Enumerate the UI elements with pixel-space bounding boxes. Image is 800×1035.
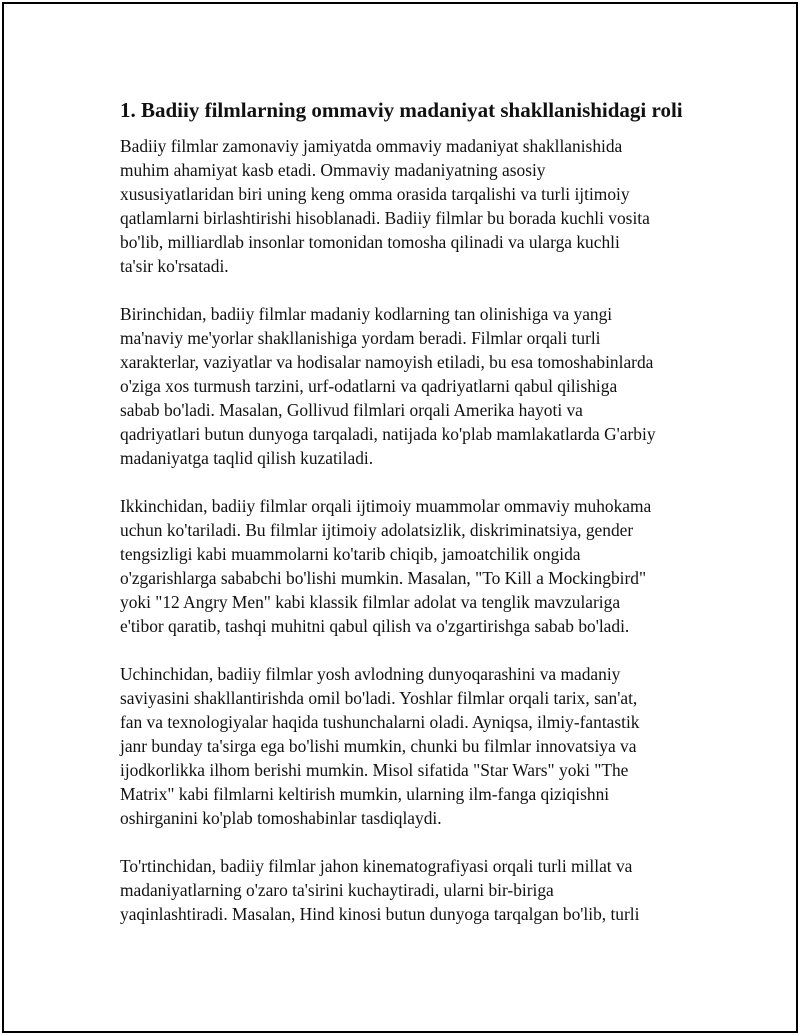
text-line: janr bunday ta'sirga ega bo'lishi mumkin, chunki bu filmlar innovatsiya va: [120, 736, 637, 756]
paragraph-4: [120, 662, 700, 830]
text-line: Birinchidan, badiiy filmlar madaniy kodlarning tan olinishiga va yangi: [120, 304, 613, 324]
text-line: ta'sir ko'rsatadi.: [120, 256, 229, 276]
text-line: Badiiy filmlar zamonaviy jamiyatda ommaviy madaniyat shakllanishida: [120, 136, 623, 156]
text-line: yoki "12 Angry Men" kabi klassik filmlar adolat va tenglik mavzulariga: [120, 592, 621, 612]
text-line: xususiyatlaridan biri uning keng omma orasida tarqalishi va turli ijtimoiy: [120, 184, 630, 204]
text-line: uchun ko'tariladi. Bu filmlar ijtimoiy adolatsizlik, diskriminatsiya, gender: [120, 520, 634, 540]
text-line: yaqinlashtiradi. Masalan, Hind kinosi butun dunyoga tarqalgan bo'lib, turli: [120, 904, 640, 924]
text-line: e'tibor qaratib, tashqi muhitni qabul qilish va o'zgartirishga sabab bo'ladi.: [120, 616, 630, 636]
text-line: To'rtinchidan, badiiy filmlar jahon kinematografiyasi orqali turli millat va: [120, 856, 633, 876]
text-line: Uchinchidan, badiiy filmlar yosh avlodning dunyoqarashini va madaniy: [120, 664, 621, 684]
text-line: muhim ahamiyat kasb etadi. Ommaviy madaniyatning asosiy: [120, 160, 546, 180]
paragraph-3: [120, 494, 700, 638]
text-line: madaniyatlarning o'zaro ta'sirini kuchaytiradi, ularni bir-biriga: [120, 880, 554, 900]
text-line: sabab bo'ladi. Masalan, Gollivud filmlari orqali Amerika hayoti va: [120, 400, 583, 420]
text-line: ma'naviy me'yorlar shakllanishiga yordam beradi. Filmlar orqali turli: [120, 328, 601, 348]
text-line: saviyasini shakllantirishda omil bo'ladi. Yoshlar filmlar orqali tarix, san'at,: [120, 688, 638, 708]
paragraph-5: [120, 854, 700, 926]
text-line: o'zgarishlarga sababchi bo'lishi mumkin. Masalan, "To Kill a Mockingbird": [120, 568, 647, 588]
document-body: [120, 96, 700, 950]
text-line: xarakterlar, vaziyatlar va hodisalar namoyish etiladi, bu esa tomoshabinlarda: [120, 352, 654, 372]
text-line: madaniyatga taqlid qilish kuzatiladi.: [120, 448, 374, 468]
text-line: bo'lib, milliardlab insonlar tomonidan tomosha qilinadi va ularga kuchli: [120, 232, 620, 252]
text-line: o'ziga xos turmush tarzini, urf-odatlarni va qadriyatlarni qabul qilishiga: [120, 376, 618, 396]
paragraph-1: [120, 134, 700, 278]
text-line: Matrix" kabi filmlarni keltirish mumkin, ularning ilm-fanga qiziqishni: [120, 784, 610, 804]
text-line: oshirganini ko'plab tomoshabinlar tasdiqlaydi.: [120, 808, 442, 828]
paragraph-2: [120, 302, 700, 470]
page-frame: [2, 2, 798, 1033]
text-line: Ikkinchidan, badiiy filmlar orqali ijtimoiy muammolar ommaviy muhokama: [120, 496, 652, 516]
text-line: ijodkorlikka ilhom berishi mumkin. Misol sifatida "Star Wars" yoki "The: [120, 760, 629, 780]
text-line: qatlamlarni birlashtirishi hisoblanadi. Badiiy filmlar bu borada kuchli vosita: [120, 208, 650, 228]
text-line: qadriyatlari butun dunyoga tarqaladi, natijada ko'plab mamlakatlarda G'arbiy: [120, 424, 656, 444]
section-heading: 1. Badiiy filmlarning ommaviy madaniyat shakllanishidagi roli: [120, 98, 683, 122]
text-line: tengsizligi kabi muammolarni ko'tarib chiqib, jamoatchilik ongida: [120, 544, 581, 564]
text-line: fan va texnologiyalar haqida tushunchalarni oladi. Ayniqsa, ilmiy-fantastik: [120, 712, 640, 732]
